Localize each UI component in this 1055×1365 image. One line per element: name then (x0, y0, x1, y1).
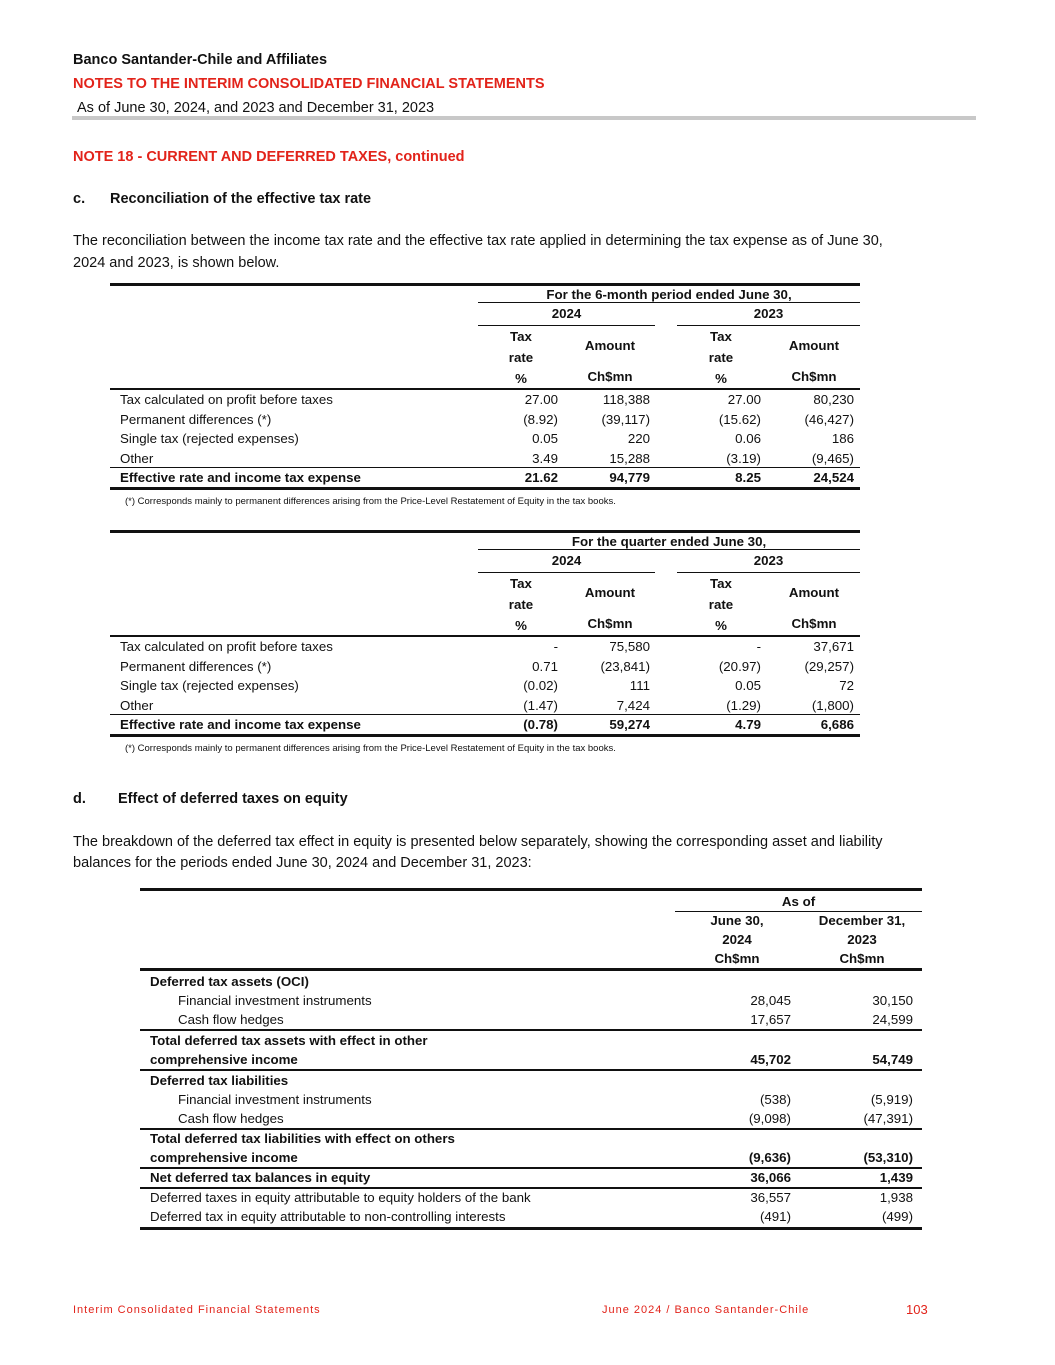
column-header: 2023 (847, 932, 877, 947)
year-header: 2023 (753, 553, 784, 568)
tax-rate-header: Tax (710, 329, 732, 344)
table-cell: (9,636) (748, 1150, 791, 1165)
table-cell: 75,580 (609, 639, 650, 654)
group-header: For the quarter ended June 30, (571, 534, 767, 549)
table-row-label: Effective rate and income tax expense (120, 470, 361, 485)
table-cell: (29,257) (804, 658, 854, 674)
table-rule (677, 572, 860, 573)
tax-rate-header: rate (708, 350, 734, 365)
column-header: 2024 (722, 932, 752, 947)
table-bottom-rule (110, 734, 860, 737)
column-header: December 31, (818, 913, 906, 928)
year-header: 2024 (551, 306, 582, 321)
table-cell: 37,671 (813, 639, 854, 654)
table-cell: 118,388 (602, 392, 650, 407)
footnote: (*) Corresponds mainly to permanent differences arising from the Price-Level Restatement of Equity in the tax books. (125, 743, 616, 754)
table-row-label: Total deferred tax assets with effect in other (150, 1033, 428, 1048)
table-bottom-rule (110, 487, 860, 490)
table-row-label: Single tax (rejected expenses) (120, 678, 299, 693)
table-cell: 21.62 (524, 470, 558, 485)
column-header: Ch$mn (839, 951, 885, 966)
tax-rate-header: Tax (710, 576, 732, 591)
table-cell: 1,439 (879, 1170, 913, 1185)
table-cell: 0.05 (532, 431, 558, 446)
table-cell: 0.71 (532, 658, 558, 674)
table-row-label: comprehensive income (150, 1150, 298, 1165)
table-row-label: Effective rate and income tax expense (120, 717, 361, 732)
amount-unit-header: Ch$mn (791, 369, 837, 384)
table-row-label: Permanent differences (*) (120, 411, 272, 427)
table-cell: (5,919) (870, 1092, 913, 1107)
section-d-title: Effect of deferred taxes on equity (118, 791, 348, 807)
table-cell: 36,066 (750, 1170, 791, 1185)
table-row-label: Net deferred tax balances in equity (150, 1170, 371, 1185)
table-cell: 4.79 (735, 717, 761, 732)
table-cell: 27.00 (524, 392, 558, 407)
amount-header: Amount (788, 585, 840, 600)
table-cell: 1,938 (879, 1190, 913, 1205)
tax-rate-header: Tax (510, 576, 532, 591)
notes-subtitle: NOTES TO THE INTERIM CONSOLIDATED FINANCIAL STATEMENTS (73, 76, 545, 92)
table-cell: (9,098) (748, 1111, 791, 1126)
table-row-label: Financial investment instruments (178, 1092, 372, 1107)
group-header: For the 6-month period ended June 30, (546, 287, 792, 302)
table-cell: (1.29) (726, 697, 761, 713)
table-row-label: Deferred taxes in equity attributable to equity holders of the bank (150, 1190, 531, 1205)
table-cell: (0.02) (523, 678, 558, 693)
table-cell: (23,841) (600, 658, 650, 674)
table-cell: 24,524 (813, 470, 854, 485)
table-row-label: Other (120, 697, 154, 713)
table-rule (478, 572, 655, 573)
header-divider (72, 116, 976, 120)
table-rule (110, 635, 860, 637)
table-rule (110, 388, 860, 390)
table-cell: 24,599 (872, 1012, 913, 1027)
table-rule (478, 549, 860, 550)
table-cell: (53,310) (863, 1150, 913, 1165)
table-row-label: Total deferred tax liabilities with effect on others (150, 1131, 455, 1146)
table-cell: (39,117) (601, 411, 650, 427)
year-header: 2024 (551, 553, 582, 568)
table-row-label: comprehensive income (150, 1052, 298, 1067)
table-cell: 0.05 (735, 678, 761, 693)
table-row-label: Deferred tax liabilities (150, 1073, 289, 1088)
note-title: NOTE 18 - CURRENT AND DEFERRED TAXES, continued (73, 149, 465, 165)
section-c-letter: c. (73, 191, 86, 207)
table-cell: 7,424 (616, 697, 650, 713)
tax-rate-header: % (715, 618, 727, 633)
table-rule (478, 325, 655, 326)
table-cell: 72 (839, 678, 854, 693)
table-cell: 186 (831, 431, 854, 446)
table-cell: 111 (629, 678, 650, 693)
section-c-title: Reconciliation of the effective tax rate (110, 191, 372, 207)
table-rule (140, 1029, 922, 1031)
table-cell: (3.19) (726, 450, 761, 466)
tax-rate-header: % (515, 618, 527, 633)
section-d-paragraph-line: balances for the periods ended June 30, 2024 and December 31, 2023: (73, 855, 532, 871)
tax-rate-header: Tax (510, 329, 532, 344)
table-row-label: Cash flow hedges (178, 1012, 284, 1027)
table-cell: (47,391) (863, 1111, 913, 1126)
amount-unit-header: Ch$mn (791, 616, 837, 631)
table-cell: 80,230 (813, 392, 854, 407)
table-top-rule (140, 888, 922, 891)
table-cell: 8.25 (735, 470, 761, 485)
amount-header: Amount (584, 338, 636, 353)
section-d-paragraph-line: The breakdown of the deferred tax effect in equity is presented below separately, showing the corresponding asset and liability (73, 834, 883, 850)
table-cell: 3.49 (532, 450, 558, 466)
table-cell: 0.06 (735, 431, 761, 446)
table-cell: (491) (759, 1209, 791, 1224)
table-cell: 6,686 (820, 717, 854, 732)
table-cell: - (756, 639, 761, 654)
tax-rate-header: % (715, 371, 727, 386)
section-d-letter: d. (73, 791, 86, 807)
table-cell: (0.78) (523, 717, 558, 732)
table-rule (110, 467, 860, 468)
table-cell: (20.97) (718, 658, 761, 674)
table-cell: (1.47) (523, 697, 558, 713)
tax-rate-header: % (515, 371, 527, 386)
table-cell: 15,288 (609, 450, 650, 466)
group-header: As of (781, 894, 816, 909)
tax-rate-header: rate (508, 350, 534, 365)
table-cell: (1,800) (811, 697, 854, 713)
table-row-label: Cash flow hedges (178, 1111, 284, 1126)
footer-center: June 2024 / Banco Santander-Chile (602, 1304, 810, 1316)
table-cell: - (553, 639, 558, 654)
table-row-label: Tax calculated on profit before taxes (120, 639, 333, 654)
table-cell: 30,150 (872, 993, 913, 1008)
table-row-label: Tax calculated on profit before taxes (120, 392, 333, 407)
section-c-paragraph-line: The reconciliation between the income tax rate and the effective tax rate applied in determining the tax expense as of June 30, (73, 233, 883, 249)
table-cell: 59,274 (609, 717, 650, 732)
tax-rate-header: rate (508, 597, 534, 612)
tax-rate-header: rate (708, 597, 734, 612)
table-row-label: Permanent differences (*) (120, 658, 272, 674)
amount-header: Amount (584, 585, 636, 600)
company-name: Banco Santander-Chile and Affiliates (73, 52, 328, 68)
table-bottom-rule (140, 1227, 922, 1230)
table-rule (140, 1069, 922, 1071)
date-line: As of June 30, 2024, and 2023 and December 31, 2023 (77, 100, 435, 116)
table-cell: (538) (759, 1092, 791, 1107)
table-row-label: Deferred tax in equity attributable to non-controlling interests (150, 1209, 506, 1224)
table-cell: 28,045 (750, 993, 791, 1008)
table-cell: (15.62) (718, 411, 761, 427)
amount-unit-header: Ch$mn (587, 616, 633, 631)
table-row-label: Financial investment instruments (178, 993, 372, 1008)
table-rule (478, 302, 860, 303)
table-cell: 45,702 (750, 1052, 791, 1067)
table-row-label: Other (120, 450, 154, 466)
footer-left: Interim Consolidated Financial Statements (73, 1304, 321, 1316)
table-rule (140, 968, 922, 971)
table-cell: (499) (881, 1209, 913, 1224)
table-cell: 27.00 (727, 392, 761, 407)
table-cell: 220 (627, 431, 650, 446)
amount-header: Amount (788, 338, 840, 353)
table-rule (677, 325, 860, 326)
table-cell: (9,465) (811, 450, 854, 466)
table-row-label: Deferred tax assets (OCI) (150, 974, 309, 989)
table-cell: (8.92) (523, 411, 558, 427)
table-cell: 17,657 (750, 1012, 791, 1027)
table-row-label: Single tax (rejected expenses) (120, 431, 299, 446)
table-cell: 94,779 (609, 470, 650, 485)
page-number: 103 (906, 1302, 928, 1317)
column-header: Ch$mn (714, 951, 760, 966)
table-rule (110, 714, 860, 715)
table-cell: 54,749 (872, 1052, 913, 1067)
footnote: (*) Corresponds mainly to permanent differences arising from the Price-Level Restatement of Equity in the tax books. (125, 496, 616, 507)
year-header: 2023 (753, 306, 784, 321)
section-c-paragraph-line: 2024 and 2023, is shown below. (73, 255, 280, 271)
table-cell: 36,557 (750, 1190, 791, 1205)
amount-unit-header: Ch$mn (587, 369, 633, 384)
column-header: June 30, (710, 913, 764, 928)
table-cell: (46,427) (804, 411, 854, 427)
